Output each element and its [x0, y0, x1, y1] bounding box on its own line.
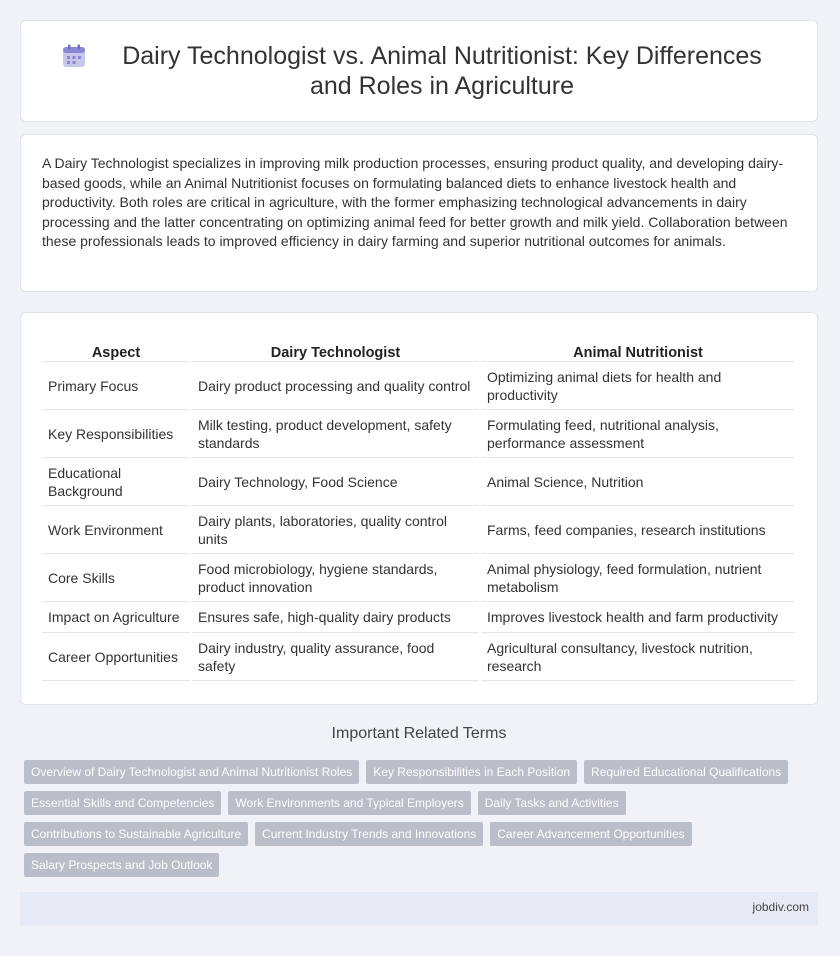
related-term-tag[interactable]: Work Environments and Typical Employers [228, 791, 470, 815]
row-dairy-technologist: Food microbiology, hygiene standards, product innovation [192, 554, 479, 602]
related-term-tag[interactable]: Key Responsibilities in Each Position [366, 760, 577, 784]
row-dairy-technologist: Milk testing, product development, safety standards [192, 410, 479, 458]
row-animal-nutritionist: Formulating feed, nutritional analysis, performance assessment [481, 410, 795, 458]
table-header-row [42, 333, 795, 362]
row-animal-nutritionist: Optimizing animal diets for health and productivity [481, 362, 795, 410]
table-row [42, 410, 795, 458]
column-header-aspect: Aspect [42, 333, 190, 362]
table-row [42, 602, 795, 633]
row-dairy-technologist: Dairy plants, laboratories, quality control units [192, 506, 479, 554]
calendar-icon [61, 43, 87, 69]
intro-card [20, 134, 818, 292]
table-row [42, 458, 795, 506]
intro-paragraph: A Dairy Technologist specializes in improving milk production processes, ensuring product quality, and developing dairy-based goods, while an Animal Nutritionist focuses on formulating balanced diets to enhance livestock health and productivity. Both roles are critical in agriculture, with the former emphasizing technological advancements in dairy processing and the latter concentrating on optimizing animal feed for better growth and milk yield. Collaboration between these professionals leads to improved efficiency in dairy farming and superior nutritional outcomes for animals. [42, 155, 788, 250]
table-row [42, 554, 795, 602]
row-animal-nutritionist: Agricultural consultancy, livestock nutrition, research [481, 633, 795, 681]
related-terms-heading: Important Related Terms [331, 725, 507, 742]
related-terms-section [20, 722, 818, 877]
column-header-animal-nutritionist: Animal Nutritionist [481, 333, 795, 362]
row-dairy-technologist: Dairy product processing and quality control [192, 362, 479, 410]
row-aspect: Educational Background [42, 458, 190, 506]
row-animal-nutritionist: Animal physiology, feed formulation, nutrient metabolism [481, 554, 795, 602]
related-term-tag[interactable]: Contributions to Sustainable Agriculture [24, 822, 248, 846]
row-aspect: Work Environment [42, 506, 190, 554]
related-term-tag[interactable]: Current Industry Trends and Innovations [255, 822, 483, 846]
row-aspect: Primary Focus [42, 362, 190, 410]
footer-site-link[interactable]: jobdiv.com [752, 900, 809, 914]
page-title: Dairy Technologist vs. Animal Nutritionist: Key Differences and Roles in Agriculture [122, 42, 762, 100]
row-animal-nutritionist: Animal Science, Nutrition [481, 458, 795, 506]
comparison-table-card [20, 312, 818, 705]
title-card [20, 20, 818, 122]
related-term-tag[interactable]: Required Educational Qualifications [584, 760, 788, 784]
related-term-tag[interactable]: Essential Skills and Competencies [24, 791, 221, 815]
related-terms-tags [20, 760, 818, 877]
row-aspect: Key Responsibilities [42, 410, 190, 458]
row-aspect: Career Opportunities [42, 633, 190, 681]
related-term-tag[interactable]: Daily Tasks and Activities [478, 791, 626, 815]
row-aspect: Impact on Agriculture [42, 602, 190, 633]
related-term-tag[interactable]: Overview of Dairy Technologist and Animal Nutritionist Roles [24, 760, 359, 784]
table-row [42, 506, 795, 554]
table-row [42, 362, 795, 410]
comparison-table [40, 333, 797, 681]
row-aspect: Core Skills [42, 554, 190, 602]
footer [20, 892, 818, 926]
row-dairy-technologist: Dairy industry, quality assurance, food safety [192, 633, 479, 681]
related-term-tag[interactable]: Salary Prospects and Job Outlook [24, 853, 219, 877]
title-wrap [21, 41, 817, 101]
related-term-tag[interactable]: Career Advancement Opportunities [490, 822, 691, 846]
row-animal-nutritionist: Improves livestock health and farm productivity [481, 602, 795, 633]
row-dairy-technologist: Dairy Technology, Food Science [192, 458, 479, 506]
row-dairy-technologist: Ensures safe, high-quality dairy products [192, 602, 479, 633]
column-header-dairy-technologist: Dairy Technologist [192, 333, 479, 362]
table-row [42, 633, 795, 681]
row-animal-nutritionist: Farms, feed companies, research institutions [481, 506, 795, 554]
